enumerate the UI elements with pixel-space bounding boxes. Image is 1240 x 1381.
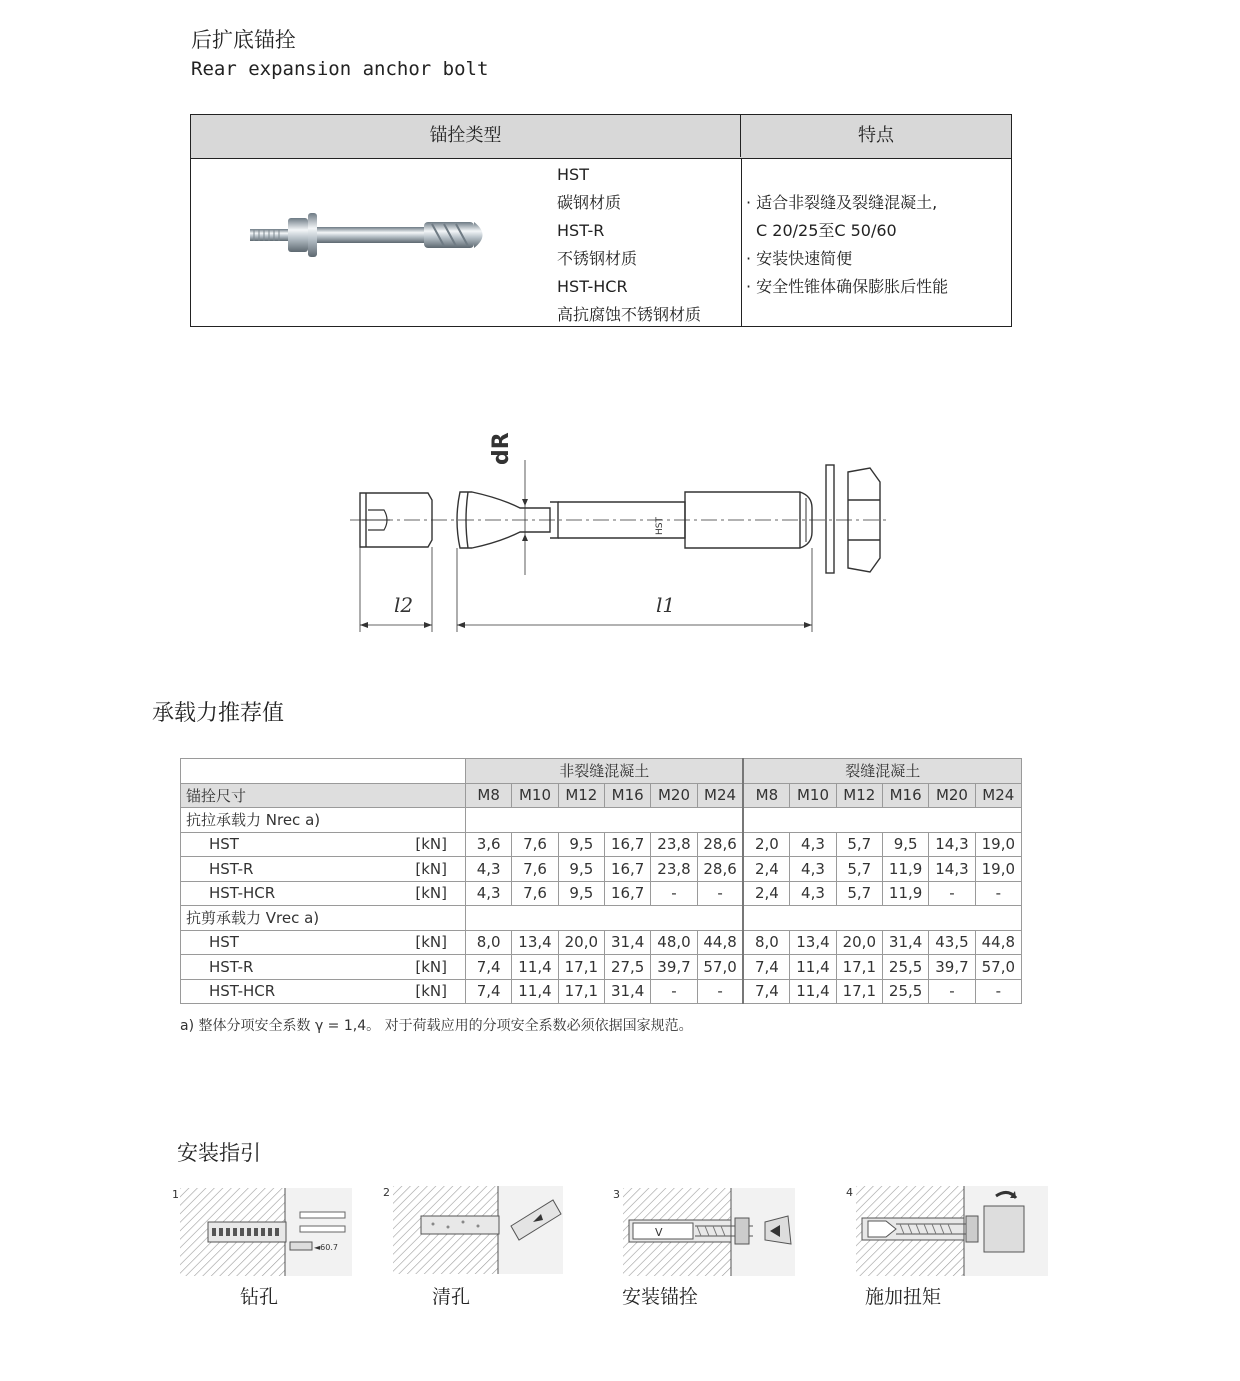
size-col: M10: [512, 783, 558, 808]
table-cell: 7,4: [466, 979, 512, 1004]
shear-label: 抗剪承载力 Vrec a): [181, 906, 466, 931]
table-cell: 4,3: [790, 832, 836, 857]
table-cell: 2,0: [743, 832, 789, 857]
table-cell: 7,4: [466, 955, 512, 980]
table-cell: 13,4: [512, 930, 558, 955]
step-label: 钻孔: [240, 1286, 279, 1308]
size-col: M8: [466, 783, 512, 808]
model-list: [557, 161, 701, 329]
table-cell: 11,4: [790, 955, 836, 980]
load-table: [180, 758, 1022, 1004]
table-cell: 23,8: [651, 832, 697, 857]
l2-label: l2: [394, 593, 414, 617]
step-label: 安装锚拴: [622, 1286, 699, 1308]
clean-step-illustration: [393, 1186, 563, 1274]
group-uncracked: 非裂缝混凝土: [466, 759, 744, 784]
table-cell: -: [975, 979, 1021, 1004]
size-col: M24: [975, 783, 1021, 808]
table-cell: -: [651, 881, 697, 906]
table-cell: -: [929, 881, 975, 906]
table-row: [181, 930, 1022, 955]
table-cell: 5,7: [836, 857, 882, 882]
tension-label: 抗拉承载力 Nrec a): [181, 808, 466, 833]
col-features: 特点: [858, 125, 894, 146]
table-cell: 31,4: [882, 930, 928, 955]
size-col: M16: [605, 783, 651, 808]
table-cell: 4,3: [790, 881, 836, 906]
table-cell: 11,4: [512, 979, 558, 1004]
page-title: 后扩底锚拴: [191, 28, 296, 52]
size-col: M8: [743, 783, 789, 808]
table-cell: 5,7: [836, 881, 882, 906]
size-col: M20: [651, 783, 697, 808]
table-cell: 7,6: [512, 857, 558, 882]
torque-step-illustration: [856, 1186, 1048, 1276]
material-stainless: 不锈钢材质: [557, 249, 638, 268]
size-col: M10: [790, 783, 836, 808]
feature-list: [746, 189, 948, 301]
table-cell: 48,0: [651, 930, 697, 955]
step-number: 1: [172, 1188, 179, 1201]
table-cell: 27,5: [605, 955, 651, 980]
table-cell: 9,5: [882, 832, 928, 857]
table-cell: 4,3: [466, 857, 512, 882]
step-number: 4: [846, 1186, 853, 1199]
drill-step-illustration: [180, 1188, 352, 1276]
table-row: [181, 832, 1022, 857]
table-row: [181, 955, 1022, 980]
material-carbon: 碳钢材质: [557, 193, 622, 212]
model-hst: HST: [557, 165, 589, 184]
table-cell: 25,5: [882, 979, 928, 1004]
row-model: HST-R: [181, 857, 387, 882]
install-title: 安装指引: [177, 1141, 261, 1165]
anchor-bolt-photo: [246, 203, 496, 265]
table-row: [181, 881, 1022, 906]
svg-text:◄60.7: ◄60.7: [314, 1243, 338, 1252]
table-cell: 11,9: [882, 857, 928, 882]
table-cell: 8,0: [466, 930, 512, 955]
row-unit: [kN]: [387, 955, 466, 980]
anchor-type-table: [190, 114, 1012, 327]
page-subtitle: Rear expansion anchor bolt: [191, 58, 489, 80]
step-number: 2: [383, 1186, 390, 1199]
table-row: [181, 979, 1022, 1004]
load-footnote: a) 整体分项安全系数 γ = 1,4。 对于荷载应用的分项安全系数必须依据国家规范。: [180, 1018, 693, 1034]
hst-mark: HST: [655, 517, 665, 535]
table-cell: 9,5: [558, 857, 604, 882]
model-hst-r: HST-R: [557, 221, 605, 240]
table-cell: 7,6: [512, 881, 558, 906]
svg-text:V: V: [655, 1226, 663, 1239]
table-cell: -: [651, 979, 697, 1004]
anchor-technical-drawing: [350, 420, 890, 640]
size-col: M12: [558, 783, 604, 808]
size-col: M12: [836, 783, 882, 808]
table-cell: 3,6: [466, 832, 512, 857]
table-cell: 17,1: [558, 955, 604, 980]
feature-item: · 安装快速简便: [746, 249, 853, 268]
table-cell: 25,5: [882, 955, 928, 980]
table-cell: 31,4: [605, 979, 651, 1004]
row-model: HST-HCR: [181, 881, 387, 906]
table-cell: 5,7: [836, 832, 882, 857]
row-unit: [kN]: [387, 930, 466, 955]
table-cell: 9,5: [558, 832, 604, 857]
row-model: HST: [181, 832, 387, 857]
l1-label: l1: [656, 593, 676, 617]
table-cell: 16,7: [605, 832, 651, 857]
table-cell: 28,6: [697, 857, 743, 882]
table-cell: 11,9: [882, 881, 928, 906]
table-cell: 4,3: [466, 881, 512, 906]
feature-item: · 适合非裂缝及裂缝混凝土,: [746, 193, 938, 212]
size-col: M24: [697, 783, 743, 808]
row-unit: [kN]: [387, 857, 466, 882]
shear-rows: [181, 930, 1022, 1004]
table-cell: -: [697, 979, 743, 1004]
table-cell: 20,0: [836, 930, 882, 955]
table-cell: 4,3: [790, 857, 836, 882]
table-cell: 31,4: [605, 930, 651, 955]
table-cell: 17,1: [558, 979, 604, 1004]
table-cell: 7,4: [743, 955, 789, 980]
table-cell: 14,3: [929, 832, 975, 857]
row-unit: [kN]: [387, 881, 466, 906]
material-hcr: 高抗腐蚀不锈钢材质: [557, 305, 702, 324]
table-cell: 44,8: [975, 930, 1021, 955]
table-cell: 19,0: [975, 832, 1021, 857]
table-cell: 39,7: [651, 955, 697, 980]
size-label: 锚拴尺寸: [181, 783, 466, 808]
model-hst-hcr: HST-HCR: [557, 277, 628, 296]
table-cell: 8,0: [743, 930, 789, 955]
table-cell: 57,0: [975, 955, 1021, 980]
table-cell: 2,4: [743, 857, 789, 882]
table-cell: 20,0: [558, 930, 604, 955]
table-cell: -: [929, 979, 975, 1004]
feature-item: C 20/25至C 50/60: [756, 221, 897, 240]
install-step-illustration: [623, 1188, 795, 1276]
row-model: HST-R: [181, 955, 387, 980]
load-section-title: 承载力推荐值: [152, 701, 285, 726]
row-unit: [kN]: [387, 832, 466, 857]
table-cell: 16,7: [605, 857, 651, 882]
tension-rows: [181, 832, 1022, 906]
table-cell: -: [975, 881, 1021, 906]
table-cell: -: [697, 881, 743, 906]
group-cracked: 裂缝混凝土: [743, 759, 1021, 784]
table-cell: 44,8: [697, 930, 743, 955]
col-anchor-type: 锚拴类型: [191, 115, 741, 157]
size-col: M16: [882, 783, 928, 808]
size-col: M20: [929, 783, 975, 808]
table-cell: 17,1: [836, 955, 882, 980]
dr-label: dR: [489, 432, 514, 465]
table-cell: 19,0: [975, 857, 1021, 882]
table-cell: 14,3: [929, 857, 975, 882]
table-cell: 7,4: [743, 979, 789, 1004]
table-cell: 57,0: [697, 955, 743, 980]
row-model: HST-HCR: [181, 979, 387, 1004]
row-unit: [kN]: [387, 979, 466, 1004]
table-cell: 28,6: [697, 832, 743, 857]
table-cell: 7,6: [512, 832, 558, 857]
table-cell: 13,4: [790, 930, 836, 955]
step-label: 施加扭矩: [865, 1286, 942, 1308]
table-cell: 9,5: [558, 881, 604, 906]
row-model: HST: [181, 930, 387, 955]
table-cell: 17,1: [836, 979, 882, 1004]
table-cell: 39,7: [929, 955, 975, 980]
table-cell: 23,8: [651, 857, 697, 882]
table-cell: 43,5: [929, 930, 975, 955]
type-table-header: [191, 115, 1011, 159]
feature-item: · 安全性锥体确保膨胀后性能: [746, 277, 949, 296]
table-cell: 2,4: [743, 881, 789, 906]
table-cell: 11,4: [790, 979, 836, 1004]
table-cell: 16,7: [605, 881, 651, 906]
step-number: 3: [613, 1188, 620, 1201]
step-label: 清孔: [432, 1286, 471, 1308]
table-row: [181, 857, 1022, 882]
table-cell: 11,4: [512, 955, 558, 980]
